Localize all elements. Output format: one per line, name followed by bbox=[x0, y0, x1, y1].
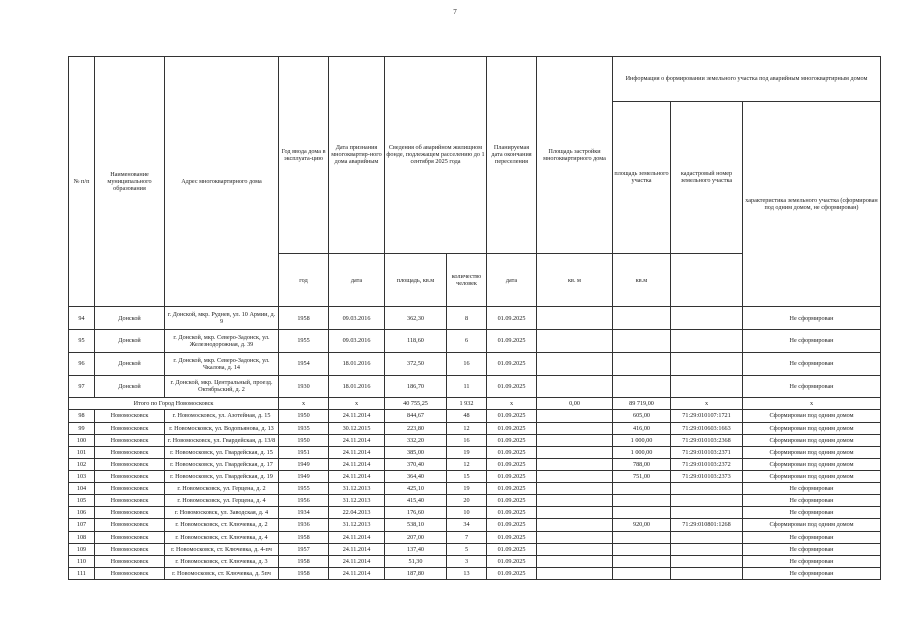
address-cell: г. Новомосковск, ул. Азотейная, д. 15 bbox=[165, 410, 279, 422]
year-cell: 1957 bbox=[279, 543, 329, 555]
planned-date-cell: 01.09.2025 bbox=[487, 375, 537, 398]
header-municipality: Наименование муниципального образования bbox=[95, 57, 165, 307]
address-cell: г. Новомосковск, ст. Ключевка, д. 4-пч bbox=[165, 543, 279, 555]
people-cell: 3 bbox=[447, 555, 487, 567]
municipality-cell: Новомосковск bbox=[95, 555, 165, 567]
table-row bbox=[69, 410, 881, 422]
year-cell: 1949 bbox=[279, 458, 329, 470]
address-cell: г. Новомосковск, ул. Гвардейская, д. 17 bbox=[165, 458, 279, 470]
recognition-date-cell: 22.04.2013 bbox=[329, 507, 385, 519]
municipality-cell: Новомосковск bbox=[95, 470, 165, 482]
row-number: 111 bbox=[69, 567, 95, 579]
people-cell: 6 bbox=[447, 330, 487, 353]
land-area-cell: 1 000,00 bbox=[613, 446, 671, 458]
area-cell: 186,70 bbox=[385, 375, 447, 398]
people-cell: 34 bbox=[447, 519, 487, 531]
cadastral-cell bbox=[671, 555, 743, 567]
cadastral-cell: 71:29:010103:2372 bbox=[671, 458, 743, 470]
cadastral-cell bbox=[671, 567, 743, 579]
municipality-cell: Новомосковск bbox=[95, 567, 165, 579]
land-area-cell bbox=[613, 352, 671, 375]
total-land-area: 89 719,00 bbox=[613, 398, 671, 410]
municipality-cell: Новомосковск bbox=[95, 446, 165, 458]
land-status-cell: Не сформирован bbox=[743, 507, 881, 519]
municipality-cell: Новомосковск bbox=[95, 458, 165, 470]
cadastral-cell bbox=[671, 375, 743, 398]
unit-area: площадь, кв.м bbox=[385, 253, 447, 307]
row-number: 95 bbox=[69, 330, 95, 353]
land-area-cell: 605,00 bbox=[613, 410, 671, 422]
planned-date-cell: 01.09.2025 bbox=[487, 458, 537, 470]
table-row bbox=[69, 567, 881, 579]
table-row bbox=[69, 375, 881, 398]
header-year: Год ввода дома в эксплуата-цию bbox=[279, 57, 329, 254]
recognition-date-cell: 31.12.2013 bbox=[329, 519, 385, 531]
row-number: 94 bbox=[69, 307, 95, 330]
header-emergency-info: Сведения об аварийном жилищном фонде, подлежащем расселению до 1 сентября 2025 года bbox=[385, 57, 487, 254]
people-cell: 12 bbox=[447, 422, 487, 434]
area-cell: 372,50 bbox=[385, 352, 447, 375]
building-area-cell bbox=[537, 555, 613, 567]
table-row bbox=[69, 458, 881, 470]
planned-date-cell: 01.09.2025 bbox=[487, 495, 537, 507]
land-area-cell: 920,00 bbox=[613, 519, 671, 531]
row-number: 108 bbox=[69, 531, 95, 543]
building-area-cell bbox=[537, 531, 613, 543]
cadastral-cell bbox=[671, 330, 743, 353]
area-cell: 362,30 bbox=[385, 307, 447, 330]
planned-date-cell: 01.09.2025 bbox=[487, 434, 537, 446]
building-area-cell bbox=[537, 307, 613, 330]
planned-date-cell: 01.09.2025 bbox=[487, 531, 537, 543]
building-area-cell bbox=[537, 375, 613, 398]
people-cell: 16 bbox=[447, 434, 487, 446]
land-area-cell bbox=[613, 307, 671, 330]
municipality-cell: Донской bbox=[95, 352, 165, 375]
year-cell: 1955 bbox=[279, 483, 329, 495]
land-status-cell: Сформирован под одним домом bbox=[743, 446, 881, 458]
cadastral-cell bbox=[671, 543, 743, 555]
land-status-cell: Сформирован под одним домом bbox=[743, 470, 881, 482]
people-cell: 48 bbox=[447, 410, 487, 422]
table-row bbox=[69, 483, 881, 495]
year-cell: 1930 bbox=[279, 375, 329, 398]
table-row bbox=[69, 543, 881, 555]
recognition-date-cell: 24.11.2014 bbox=[329, 555, 385, 567]
row-number: 98 bbox=[69, 410, 95, 422]
building-area-cell bbox=[537, 519, 613, 531]
land-area-cell: 751,00 bbox=[613, 470, 671, 482]
total-status: x bbox=[743, 398, 881, 410]
planned-date-cell: 01.09.2025 bbox=[487, 307, 537, 330]
recognition-date-cell: 24.11.2014 bbox=[329, 434, 385, 446]
planned-date-cell: 01.09.2025 bbox=[487, 507, 537, 519]
header-land-area: площадь земельного участка bbox=[613, 101, 671, 253]
land-status-cell: Не сформирован bbox=[743, 555, 881, 567]
year-cell: 1954 bbox=[279, 352, 329, 375]
cadastral-cell bbox=[671, 495, 743, 507]
land-status-cell: Сформирован под одним домом bbox=[743, 422, 881, 434]
municipality-cell: Новомосковск bbox=[95, 543, 165, 555]
land-area-cell: 416,00 bbox=[613, 422, 671, 434]
recognition-date-cell: 31.12.2013 bbox=[329, 483, 385, 495]
area-cell: 415,40 bbox=[385, 495, 447, 507]
people-cell: 19 bbox=[447, 446, 487, 458]
cadastral-cell: 71:29:010103:2368 bbox=[671, 434, 743, 446]
row-number: 99 bbox=[69, 422, 95, 434]
municipality-cell: Донской bbox=[95, 375, 165, 398]
row-number: 102 bbox=[69, 458, 95, 470]
building-area-cell bbox=[537, 543, 613, 555]
land-area-cell bbox=[613, 495, 671, 507]
address-cell: г. Донской, мкр. Руднев, ул. 10 Армии, д. 9 bbox=[165, 307, 279, 330]
address-cell: г. Донской, мкр. Северо-Задонск, ул. Чкалова, д. 14 bbox=[165, 352, 279, 375]
recognition-date-cell: 24.11.2014 bbox=[329, 567, 385, 579]
municipality-cell: Новомосковск bbox=[95, 531, 165, 543]
row-number: 104 bbox=[69, 483, 95, 495]
land-area-cell bbox=[613, 531, 671, 543]
total-building-area: 0,00 bbox=[537, 398, 613, 410]
area-cell: 844,67 bbox=[385, 410, 447, 422]
row-number: 96 bbox=[69, 352, 95, 375]
address-cell: г. Новомосковск, ст. Ключевка, д. 2 bbox=[165, 519, 279, 531]
land-area-cell bbox=[613, 330, 671, 353]
people-cell: 15 bbox=[447, 470, 487, 482]
row-number: 97 bbox=[69, 375, 95, 398]
year-cell: 1958 bbox=[279, 307, 329, 330]
table-row bbox=[69, 422, 881, 434]
address-cell: г. Новомосковск, ст. Ключевка, д. 4 bbox=[165, 531, 279, 543]
year-cell: 1949 bbox=[279, 470, 329, 482]
address-cell: г. Новомосковск, ул. Заводская, д. 4 bbox=[165, 507, 279, 519]
municipality-cell: Новомосковск bbox=[95, 519, 165, 531]
planned-date-cell: 01.09.2025 bbox=[487, 422, 537, 434]
land-status-cell: Сформирован под одним домом bbox=[743, 410, 881, 422]
land-status-cell: Не сформирован bbox=[743, 307, 881, 330]
land-status-cell: Не сформирован bbox=[743, 567, 881, 579]
building-area-cell bbox=[537, 567, 613, 579]
people-cell: 12 bbox=[447, 458, 487, 470]
page-number: 7 bbox=[453, 8, 457, 16]
header-address: Адрес многоквартирного дома bbox=[165, 57, 279, 307]
land-status-cell: Не сформирован bbox=[743, 483, 881, 495]
recognition-date-cell: 18.01.2016 bbox=[329, 375, 385, 398]
land-status-cell: Не сформирован bbox=[743, 543, 881, 555]
emergency-housing-table bbox=[68, 56, 881, 580]
land-status-cell: Не сформирован bbox=[743, 352, 881, 375]
header-num: № п/п bbox=[69, 57, 95, 307]
table-row bbox=[69, 519, 881, 531]
planned-date-cell: 01.09.2025 bbox=[487, 483, 537, 495]
land-status-cell: Сформирован под одним домом bbox=[743, 519, 881, 531]
recognition-date-cell: 09.03.2016 bbox=[329, 307, 385, 330]
recognition-date-cell: 24.11.2014 bbox=[329, 543, 385, 555]
planned-date-cell: 01.09.2025 bbox=[487, 330, 537, 353]
recognition-date-cell: 30.12.2015 bbox=[329, 422, 385, 434]
cadastral-cell: 71:29:010103:2373 bbox=[671, 470, 743, 482]
table-row bbox=[69, 495, 881, 507]
address-cell: г. Донской, мкр. Северо-Задонск, ул. Железнодорожная, д. 39 bbox=[165, 330, 279, 353]
people-cell: 19 bbox=[447, 483, 487, 495]
cadastral-cell: 71:29:010103:2371 bbox=[671, 446, 743, 458]
area-cell: 538,10 bbox=[385, 519, 447, 531]
area-cell: 137,40 bbox=[385, 543, 447, 555]
total-label: Итого по Город Новомосковск bbox=[69, 398, 279, 410]
planned-date-cell: 01.09.2025 bbox=[487, 555, 537, 567]
address-cell: г. Новомосковск, ст. Ключевка, д. 3 bbox=[165, 555, 279, 567]
building-area-cell bbox=[537, 495, 613, 507]
row-number: 103 bbox=[69, 470, 95, 482]
building-area-cell bbox=[537, 434, 613, 446]
cadastral-cell bbox=[671, 531, 743, 543]
address-cell: г. Донской, мкр. Центральный, проезд. Октябрьский, д. 2 bbox=[165, 375, 279, 398]
row-number: 109 bbox=[69, 543, 95, 555]
unit-people: количество человек bbox=[447, 253, 487, 307]
year-cell: 1950 bbox=[279, 410, 329, 422]
land-area-cell bbox=[613, 507, 671, 519]
recognition-date-cell: 24.11.2014 bbox=[329, 410, 385, 422]
recognition-date-cell: 24.11.2014 bbox=[329, 531, 385, 543]
unit-date: дата bbox=[329, 253, 385, 307]
year-cell: 1956 bbox=[279, 495, 329, 507]
people-cell: 11 bbox=[447, 375, 487, 398]
year-cell: 1934 bbox=[279, 507, 329, 519]
planned-date-cell: 01.09.2025 bbox=[487, 567, 537, 579]
municipality-cell: Новомосковск bbox=[95, 434, 165, 446]
address-cell: г. Новомосковск, ст. Ключевка, д. 5пч bbox=[165, 567, 279, 579]
building-area-cell bbox=[537, 410, 613, 422]
area-cell: 207,00 bbox=[385, 531, 447, 543]
address-cell: г. Новомосковск, ул. Герцена, д. 2 bbox=[165, 483, 279, 495]
people-cell: 10 bbox=[447, 507, 487, 519]
building-area-cell bbox=[537, 330, 613, 353]
land-area-cell: 788,00 bbox=[613, 458, 671, 470]
municipality-cell: Новомосковск bbox=[95, 483, 165, 495]
unit-year: год bbox=[279, 253, 329, 307]
area-cell: 176,60 bbox=[385, 507, 447, 519]
building-area-cell bbox=[537, 470, 613, 482]
cadastral-cell bbox=[671, 307, 743, 330]
planned-date-cell: 01.09.2025 bbox=[487, 446, 537, 458]
header-cadastral: кадастровый номер земельного участка bbox=[671, 101, 743, 253]
address-cell: г. Новомосковск, ул. Водопьянова, д. 13 bbox=[165, 422, 279, 434]
land-area-cell bbox=[613, 567, 671, 579]
building-area-cell bbox=[537, 446, 613, 458]
row-number: 105 bbox=[69, 495, 95, 507]
recognition-date-cell: 31.12.2013 bbox=[329, 495, 385, 507]
planned-date-cell: 01.09.2025 bbox=[487, 470, 537, 482]
unit-cadastral bbox=[671, 253, 743, 307]
people-cell: 5 bbox=[447, 543, 487, 555]
row-number: 100 bbox=[69, 434, 95, 446]
land-area-cell bbox=[613, 483, 671, 495]
municipality-cell: Новомосковск bbox=[95, 507, 165, 519]
cadastral-cell: 71:29:010801:1268 bbox=[671, 519, 743, 531]
area-cell: 385,00 bbox=[385, 446, 447, 458]
municipality-cell: Донской bbox=[95, 330, 165, 353]
people-cell: 7 bbox=[447, 531, 487, 543]
land-area-cell bbox=[613, 555, 671, 567]
people-cell: 16 bbox=[447, 352, 487, 375]
total-people: 1 932 bbox=[447, 398, 487, 410]
table-row bbox=[69, 434, 881, 446]
land-area-cell bbox=[613, 375, 671, 398]
address-cell: г. Новомосковск, ул. Герцена, д. 4 bbox=[165, 495, 279, 507]
area-cell: 118,60 bbox=[385, 330, 447, 353]
recognition-date-cell: 24.11.2014 bbox=[329, 470, 385, 482]
table-row bbox=[69, 470, 881, 482]
total-date: x bbox=[329, 398, 385, 410]
total-cadastral: x bbox=[671, 398, 743, 410]
cadastral-cell: 71:29:010107:1721 bbox=[671, 410, 743, 422]
year-cell: 1958 bbox=[279, 555, 329, 567]
area-cell: 223,80 bbox=[385, 422, 447, 434]
area-cell: 364,40 bbox=[385, 470, 447, 482]
table-row bbox=[69, 352, 881, 375]
land-status-cell: Не сформирован bbox=[743, 495, 881, 507]
recognition-date-cell: 24.11.2014 bbox=[329, 458, 385, 470]
municipality-cell: Новомосковск bbox=[95, 410, 165, 422]
row-number: 106 bbox=[69, 507, 95, 519]
people-cell: 8 bbox=[447, 307, 487, 330]
row-number: 101 bbox=[69, 446, 95, 458]
recognition-date-cell: 18.01.2016 bbox=[329, 352, 385, 375]
land-status-cell: Не сформирован bbox=[743, 531, 881, 543]
municipality-cell: Новомосковск bbox=[95, 422, 165, 434]
cadastral-cell bbox=[671, 352, 743, 375]
cadastral-cell bbox=[671, 507, 743, 519]
cadastral-cell: 71:29:010603:1663 bbox=[671, 422, 743, 434]
year-cell: 1950 bbox=[279, 434, 329, 446]
table-row bbox=[69, 446, 881, 458]
year-cell: 1951 bbox=[279, 446, 329, 458]
address-cell: г. Новомосковск, ул. Гвардейская, д. 19 bbox=[165, 470, 279, 482]
total-year: x bbox=[279, 398, 329, 410]
land-status-cell: Сформирован под одним домом bbox=[743, 434, 881, 446]
land-area-cell bbox=[613, 543, 671, 555]
header-land-characteristic: характеристика земельного участка (сформирован под одним домом, не сформирован) bbox=[743, 101, 881, 307]
municipality-cell: Новомосковск bbox=[95, 495, 165, 507]
building-area-cell bbox=[537, 352, 613, 375]
recognition-date-cell: 09.03.2016 bbox=[329, 330, 385, 353]
area-cell: 332,20 bbox=[385, 434, 447, 446]
header-planned-date: Планируемая дата окончания переселения bbox=[487, 57, 537, 254]
table-row bbox=[69, 555, 881, 567]
header-recognition-date: Дата признания многоквартир-ного дома аварийным bbox=[329, 57, 385, 254]
planned-date-cell: 01.09.2025 bbox=[487, 410, 537, 422]
area-cell: 370,40 bbox=[385, 458, 447, 470]
land-status-cell: Сформирован под одним домом bbox=[743, 458, 881, 470]
table-row bbox=[69, 307, 881, 330]
address-cell: г. Новомосковск, ул. Гвардейская, д. 15 bbox=[165, 446, 279, 458]
building-area-cell bbox=[537, 483, 613, 495]
table-row bbox=[69, 531, 881, 543]
unit-land-area: кв.м bbox=[613, 253, 671, 307]
total-plan: x bbox=[487, 398, 537, 410]
building-area-cell bbox=[537, 458, 613, 470]
table-row bbox=[69, 330, 881, 353]
area-cell: 425,10 bbox=[385, 483, 447, 495]
land-area-cell: 1 000,00 bbox=[613, 434, 671, 446]
header-land-info: Информация о формировании земельного участка под аварийным многоквартирным домом bbox=[613, 57, 881, 102]
area-cell: 51,30 bbox=[385, 555, 447, 567]
year-cell: 1958 bbox=[279, 567, 329, 579]
total-area: 40 755,25 bbox=[385, 398, 447, 410]
area-cell: 187,80 bbox=[385, 567, 447, 579]
address-cell: г. Новомосковск, ул. Гвардейская, д. 13/8 bbox=[165, 434, 279, 446]
cadastral-cell bbox=[671, 483, 743, 495]
year-cell: 1935 bbox=[279, 422, 329, 434]
year-cell: 1936 bbox=[279, 519, 329, 531]
year-cell: 1958 bbox=[279, 531, 329, 543]
recognition-date-cell: 24.11.2014 bbox=[329, 446, 385, 458]
building-area-cell bbox=[537, 422, 613, 434]
unit-plan-date: дата bbox=[487, 253, 537, 307]
total-row bbox=[69, 398, 881, 410]
row-number: 110 bbox=[69, 555, 95, 567]
building-area-cell bbox=[537, 507, 613, 519]
planned-date-cell: 01.09.2025 bbox=[487, 519, 537, 531]
land-status-cell: Не сформирован bbox=[743, 375, 881, 398]
year-cell: 1955 bbox=[279, 330, 329, 353]
planned-date-cell: 01.09.2025 bbox=[487, 352, 537, 375]
row-number: 107 bbox=[69, 519, 95, 531]
municipality-cell: Донской bbox=[95, 307, 165, 330]
land-status-cell: Не сформирован bbox=[743, 330, 881, 353]
planned-date-cell: 01.09.2025 bbox=[487, 543, 537, 555]
unit-building-area: кв. м bbox=[537, 253, 613, 307]
header-building-area: Площадь застройки многоквартирного дома bbox=[537, 57, 613, 254]
people-cell: 20 bbox=[447, 495, 487, 507]
people-cell: 13 bbox=[447, 567, 487, 579]
table-row bbox=[69, 507, 881, 519]
